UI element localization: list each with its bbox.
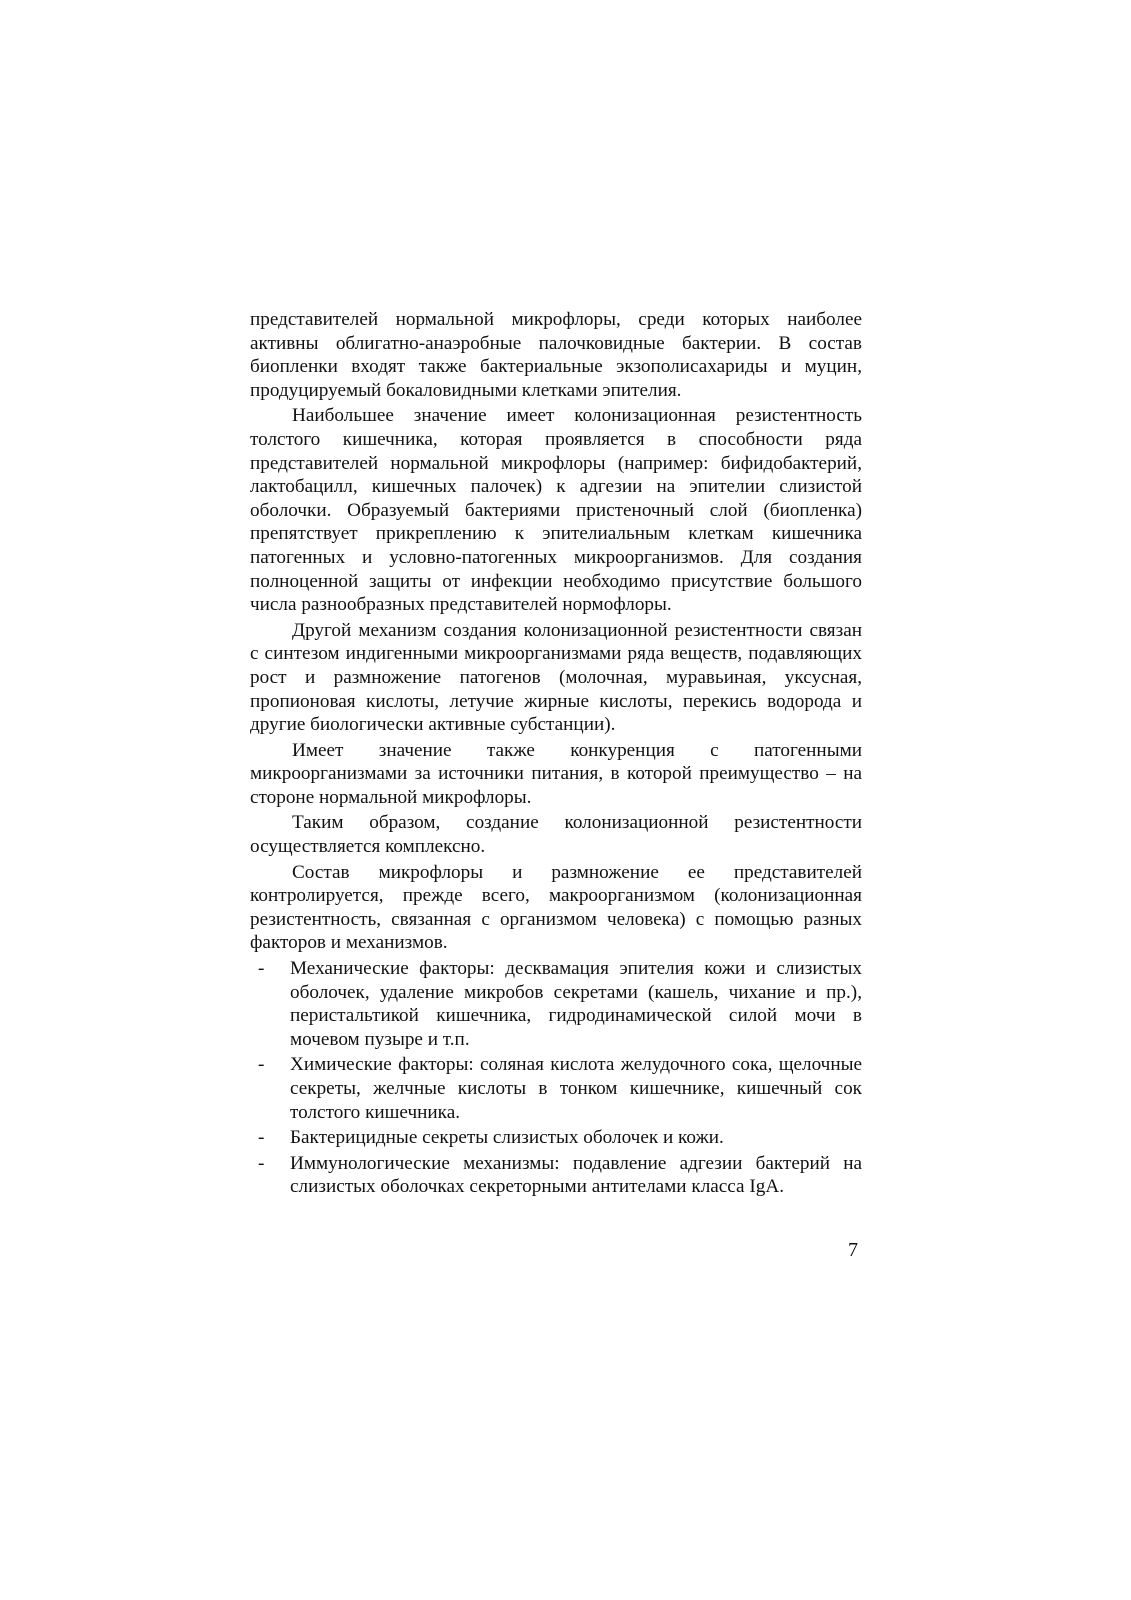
paragraph-control: Состав микрофлоры и размножение ее представителей контролируется, прежде всего, макроорганизмом (колонизационная резистентность, связанная с организмом человека) с помощью разных факторов и механизмов. [250,861,862,954]
factors-list [250,957,862,1199]
list-item-text: Химические факторы: соляная кислота желудочного сока, щелочные секреты, желчные кислоты в тонком кишечнике, кишечный сок толстого кишечника. [290,1054,862,1123]
list-item-text: Бактерицидные секреты слизистых оболочек и кожи. [290,1127,724,1149]
list-item [250,1152,862,1199]
bullet-dash: - [258,1152,265,1174]
page-number: 7 [848,1239,858,1261]
list-item [250,957,862,1051]
body-text [250,308,862,1199]
paragraph-competition: Имеет значение также конкуренция с патогенными микроорганизмами за источники питания, в которой преимущество – на стороне нормальной микрофлоры. [250,739,862,808]
paragraph-other-mechanism: Другой механизм создания колонизационной резистентности связан с синтезом индигенными микроорганизмами ряда веществ, подавляющих рост и размножение патогенов (молочная, муравьиная, уксусная, пропионовая кислоты, летучие жирные кислоты, перекись водорода и другие биологически активные субстанции). [250,619,862,736]
paragraph-conclusion: Таким образом, создание колонизационной резистентности осуществляется комплексно. [250,812,862,858]
paragraph-continuation: представителей нормальной микрофлоры, среди которых наиболее активны облигатно-анаэробные палочковидные бактерии. В состав биопленки входят также бактериальные экзополисахариды и муцин, продуцируемый бокаловидными клетками эпителия. [250,309,862,401]
bullet-dash: - [258,958,265,980]
list-item-text: Механические факторы: десквамация эпителия кожи и слизистых оболочек, удаление микробов секретами (кашель, чихание и пр.), перистальтикой кишечника, гидродинамической силой мочи в мочевом пузыре и т.п. [290,958,862,1050]
list-item [250,1053,862,1124]
paragraph-colonization-resistance: Наибольшее значение имеет колонизационная резистентность толстого кишечника, которая проявляется в способности ряда представителей нормальной микрофлоры (например: бифидобактерий, лактобацилл, кишечных палочек) к адгезии на эпителии слизистой оболочки. Образуемый бактериями пристеночный слой (биопленка) препятствует прикреплению к эпителиальным клеткам кишечника патогенных и условно-патогенных микроорганизмов. Для создания полноценной защиты от инфекции необходимо присутствие большого числа разнообразных представителей нормофлоры. [250,405,862,616]
bullet-dash: - [258,1054,265,1076]
list-item [250,1126,862,1150]
bullet-dash: - [258,1127,265,1149]
list-item-text: Иммунологические механизмы: подавление адгезии бактерий на слизистых оболочках секреторными антителами класса IgA. [290,1152,862,1198]
